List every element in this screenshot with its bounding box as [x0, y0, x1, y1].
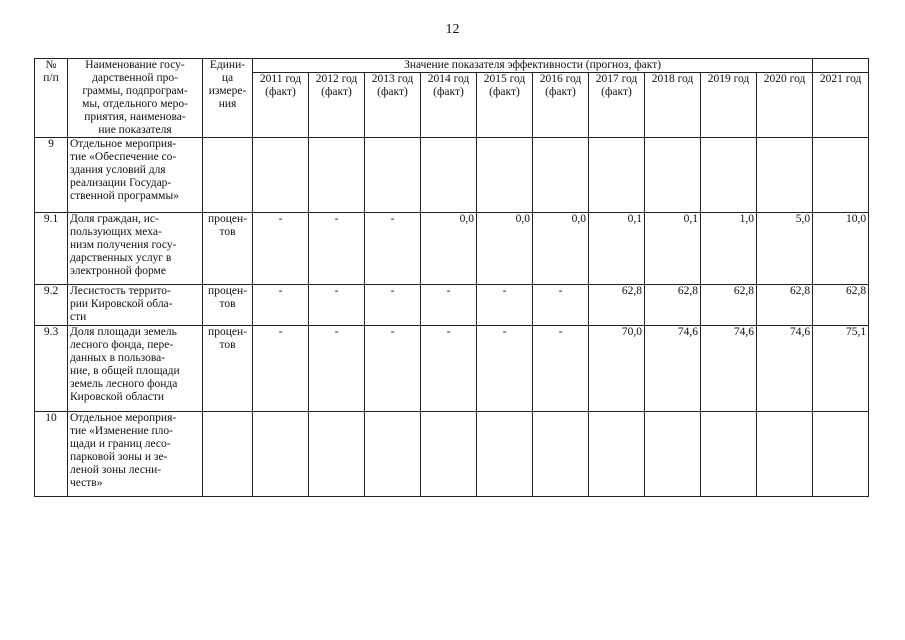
- header-year-2015: 2015 год (факт): [477, 73, 533, 138]
- cell-value: -: [477, 326, 533, 412]
- header-year-2011: 2011 год (факт): [253, 73, 309, 138]
- cell-value: 75,1: [813, 326, 869, 412]
- cell-value: [309, 412, 365, 497]
- cell-value: 62,8: [701, 285, 757, 326]
- header-name: Наименование госу- дарственной про- граммы, подпрограм- мы, отдельного меро- приятия, наименова- ние показателя: [68, 59, 203, 138]
- row-unit: [203, 412, 253, 497]
- header-row-top: [35, 59, 869, 73]
- cell-value: -: [421, 285, 477, 326]
- cell-value: 5,0: [757, 213, 813, 285]
- indicators-table: [34, 58, 869, 497]
- cell-value: 70,0: [589, 326, 645, 412]
- table-row: [35, 138, 869, 213]
- cell-value: [589, 412, 645, 497]
- page-number: 12: [445, 22, 460, 37]
- row-name: Доля граждан, ис- пользующих меха- низм получения госу- дарственных услуг в электронной форме: [68, 213, 203, 285]
- cell-value: 74,6: [701, 326, 757, 412]
- row-num: 10: [35, 412, 68, 497]
- row-name: Отдельное мероприя- тие «Изменение пло- щади и границ лесо- парковой зоны и зе- леной зоны лесни- честв»: [68, 412, 203, 497]
- cell-value: [813, 138, 869, 213]
- row-unit: [203, 138, 253, 213]
- cell-value: [701, 138, 757, 213]
- cell-value: -: [421, 326, 477, 412]
- header-year-2014: 2014 год (факт): [421, 73, 477, 138]
- cell-value: -: [477, 285, 533, 326]
- cell-value: [533, 412, 589, 497]
- header-year-2017: 2017 год (факт): [589, 73, 645, 138]
- header-year-2021: 2021 год: [813, 73, 869, 138]
- cell-value: 0,0: [533, 213, 589, 285]
- cell-value: [645, 138, 701, 213]
- cell-value: 1,0: [701, 213, 757, 285]
- row-name: Доля площади земель лесного фонда, пере- данных в пользова- ние, в общей площади земель лесного фонда Кировской области: [68, 326, 203, 412]
- cell-value: [253, 138, 309, 213]
- row-unit: процен- тов: [203, 285, 253, 326]
- cell-value: -: [253, 213, 309, 285]
- cell-value: [813, 412, 869, 497]
- cell-value: [477, 138, 533, 213]
- header-year-2012: 2012 год (факт): [309, 73, 365, 138]
- cell-value: 62,8: [645, 285, 701, 326]
- row-unit: процен- тов: [203, 213, 253, 285]
- cell-value: -: [253, 285, 309, 326]
- cell-value: -: [309, 326, 365, 412]
- cell-value: [365, 138, 421, 213]
- cell-value: [365, 412, 421, 497]
- header-year-2019: 2019 год: [701, 73, 757, 138]
- table-row: [35, 213, 869, 285]
- row-num: 9.3: [35, 326, 68, 412]
- cell-value: 74,6: [757, 326, 813, 412]
- cell-value: -: [533, 326, 589, 412]
- cell-value: -: [365, 326, 421, 412]
- row-name: Отдельное мероприя- тие «Обеспечение со- здания условий для реализации Государ- ственной программы»: [68, 138, 203, 213]
- row-name: Лесистость террито- рии Кировской обла- сти: [68, 285, 203, 326]
- table-row: [35, 285, 869, 326]
- cell-value: [645, 412, 701, 497]
- cell-value: [253, 412, 309, 497]
- row-num: 9.2: [35, 285, 68, 326]
- header-num: № п/п: [35, 59, 68, 138]
- cell-value: [421, 412, 477, 497]
- cell-value: [757, 138, 813, 213]
- cell-value: 0,0: [477, 213, 533, 285]
- table-row: [35, 412, 869, 497]
- cell-value: [421, 138, 477, 213]
- cell-value: 0,0: [421, 213, 477, 285]
- cell-value: [589, 138, 645, 213]
- cell-value: -: [253, 326, 309, 412]
- header-group-extra: [813, 59, 869, 73]
- header-group: Значение показателя эффективности (прогноз, факт): [253, 59, 813, 73]
- cell-value: [701, 412, 757, 497]
- cell-value: -: [533, 285, 589, 326]
- table-row: [35, 326, 869, 412]
- cell-value: [477, 412, 533, 497]
- header-unit: Едини- ца измере- ния: [203, 59, 253, 138]
- header-year-2016: 2016 год (факт): [533, 73, 589, 138]
- cell-value: 62,8: [757, 285, 813, 326]
- cell-value: [533, 138, 589, 213]
- header-year-2013: 2013 год (факт): [365, 73, 421, 138]
- cell-value: 0,1: [589, 213, 645, 285]
- cell-value: -: [365, 213, 421, 285]
- cell-value: 10,0: [813, 213, 869, 285]
- header-year-2018: 2018 год: [645, 73, 701, 138]
- cell-value: 62,8: [589, 285, 645, 326]
- cell-value: [309, 138, 365, 213]
- row-num: 9.1: [35, 213, 68, 285]
- cell-value: 0,1: [645, 213, 701, 285]
- cell-value: -: [365, 285, 421, 326]
- cell-value: -: [309, 213, 365, 285]
- row-num: 9: [35, 138, 68, 213]
- cell-value: [757, 412, 813, 497]
- cell-value: 62,8: [813, 285, 869, 326]
- cell-value: 74,6: [645, 326, 701, 412]
- header-year-2020: 2020 год: [757, 73, 813, 138]
- row-unit: процен- тов: [203, 326, 253, 412]
- cell-value: -: [309, 285, 365, 326]
